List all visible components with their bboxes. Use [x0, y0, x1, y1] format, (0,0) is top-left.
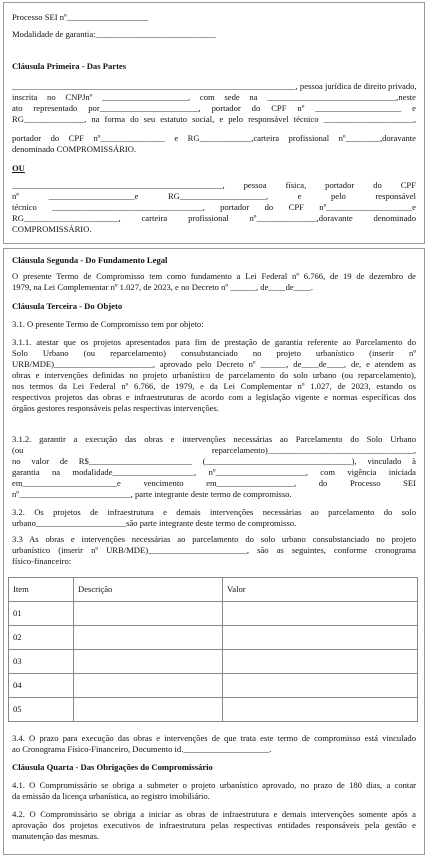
clause-2-paragraph	[12, 271, 416, 293]
paragraph-line: denominado COMPROMISSÁRIO.	[12, 144, 137, 154]
paragraph-line: nos termos da Lei Federal nº 6.766, de 1979, e da Lei Complementar nº 1.027, de 2023, estando os	[12, 381, 416, 391]
clause-4-title: Cláusula Quarta - Das Obrigações do Compromissário	[12, 762, 213, 772]
paragraph-line: urbano_____________________são parte integrante deste termo de compromisso.	[12, 518, 297, 528]
paragraph-line: 3.1.2. garantir a execução das obras e intervenções necessárias ao Parcelamento do Solo Urbano	[12, 434, 416, 444]
paragraph-line: obras e intervenções definidas no projeto urbanístico de parcelamento do solo urbano (ou reparcelamento),	[12, 370, 416, 380]
paragraph-line: nº ____________________e RG____________________, e pelo responsável	[12, 191, 416, 201]
item-3-4	[12, 733, 416, 755]
clause-1-title: Cláusula Primeira - Das Partes	[12, 61, 127, 71]
item-3-1-1	[12, 337, 416, 414]
paragraph-line: no valor de R$________________________ (__________________________________), vinculado à	[12, 456, 416, 466]
header-descricao: Descrição	[74, 578, 223, 602]
paragraph-line: manutenção das mesmas.	[12, 831, 100, 841]
paragraph-line: O presente Termo de Compromisso tem como fundamento a Lei Federal nº 6.766, de 19 de dezembro de	[12, 271, 416, 281]
row-descricao-cell	[74, 626, 223, 650]
row-item: 01	[9, 602, 74, 626]
row-descricao-cell	[74, 698, 223, 722]
table-row	[9, 674, 418, 698]
clause-1-natural-person-paragraph	[12, 180, 416, 235]
paragraph-line: 4.1. O Compromissário se obriga a submeter o projeto urbanístico aprovado, no prazo de 180 dias, a contar	[12, 780, 416, 790]
row-valor-cell	[223, 626, 418, 650]
row-valor-cell	[223, 650, 418, 674]
row-descricao-cell	[74, 674, 223, 698]
table-row	[9, 650, 418, 674]
row-descricao-cell	[74, 650, 223, 674]
paragraph-line: inscrita no CNPJnº ____________________, com sede na ______________________________,neste	[12, 92, 416, 102]
physical-financial-schedule-table	[8, 577, 418, 722]
paragraph-line: _________________________________________________, pessoa física, portador do CPF	[12, 180, 416, 190]
paragraph-line: RG______________, na forma do seu estatuto social, e pelo responsável técnico _____________________,	[12, 114, 416, 124]
table-row	[9, 602, 418, 626]
paragraph-line: aprovação dos projetos executivos de infraestrutura pelas respectivas entidades responsáveis pela gestão e	[12, 820, 416, 830]
row-valor-cell	[223, 674, 418, 698]
table-row	[9, 698, 418, 722]
paragraph-line: respectivos projetos das obras e infraestruturas de acordo com a legislação vigente e normas específicas dos	[12, 392, 416, 402]
item-4-2	[12, 809, 416, 842]
row-descricao-cell	[74, 602, 223, 626]
row-valor-cell	[223, 602, 418, 626]
or-separator: OU	[12, 163, 25, 173]
paragraph-line: portador do CPF nº_______________ e RG____________,carteira profissional nº________,doravante	[12, 133, 416, 143]
paragraph-line: órgãos gestores responsáveis pelas respectivas intervenções.	[12, 403, 219, 413]
modalidade-garantia-line: Modalidade de garantia:____________________________	[12, 29, 216, 39]
paragraph-line: garantia na modalidade___________________, nº_____________________, com vigência iniciada	[12, 467, 416, 477]
terms-section	[3, 248, 425, 855]
processo-sei-line: Processo SEI nº___________________	[12, 12, 149, 22]
paragraph-line: RG______________________, carteira profissional nº______________,doravante denominado	[12, 213, 416, 223]
item-3-1: 3.1. O presente Termo de Compromisso tem por objeto:	[12, 319, 204, 329]
row-valor-cell	[223, 698, 418, 722]
paragraph-line: Solo Urbano (ou reparcelamento) consubstanciado no projeto urbanístico (inserir nº	[12, 348, 416, 358]
row-item: 05	[9, 698, 74, 722]
paragraph-line: ato representado por_______________________, portador do CPF nº ____________________ e	[12, 103, 416, 113]
paragraph-line: 4.2. O Compromissário se obriga a iniciar as obras de infraestrutura e demais intervenções somente após a	[12, 809, 416, 819]
row-item: 04	[9, 674, 74, 698]
parties-section	[3, 2, 425, 244]
item-3-3	[12, 534, 416, 567]
paragraph-line: físico-financeiro:	[12, 556, 72, 566]
paragraph-line: 3.3 As obras e intervenções necessárias ao parcelamento do solo urbano consubstanciado no projeto	[12, 534, 416, 544]
paragraph-line: ao Cronograma Físico-Financeiro, Documento id.____________________.	[12, 744, 272, 754]
paragraph-line: __________________________________________________________________, pessoa jurídica de direito privado,	[12, 81, 417, 91]
item-3-2	[12, 507, 416, 529]
paragraph-line: URB/MDE)_______________________, aprovado pelo Decreto nº ______, de____de____, de, e atendem as	[12, 359, 416, 369]
item-3-1-2	[12, 434, 416, 500]
paragraph-line: em______________________e vencimento em__________________, do Processo SEI	[12, 478, 416, 488]
paragraph-line: da emissão da licença urbanística, ao registro imobiliário.	[12, 791, 210, 801]
paragraph-line: 3.1.1. atestar que os projetos apresentados para fim de prestação de garantia referente ao Parcelamento do	[12, 337, 416, 347]
clause-2-title: Cláusula Segunda - Do Fundamento Legal	[12, 255, 168, 265]
row-item: 02	[9, 626, 74, 650]
paragraph-line: COMPROMISSÁRIO.	[12, 224, 92, 234]
paragraph-line: técnico ___________________________________, portador do CPF nº____________________e	[12, 202, 416, 212]
paragraph-line: nº__________________________, parte integrante deste termo de compromisso.	[12, 489, 292, 499]
row-item: 03	[9, 650, 74, 674]
header-item: Item	[9, 578, 74, 602]
clause-1-legal-entity-paragraph	[12, 81, 416, 155]
paragraph-line: 3.2. Os projetos de infraestrutura e demais intervenções necessárias ao parcelamento do solo	[12, 507, 416, 517]
paragraph-line: 3.4. O prazo para execução das obras e intervenções de que trata este termo de compromisso está vinculado	[12, 733, 416, 743]
clause-3-title: Cláusula Terceira - Do Objeto	[12, 301, 123, 311]
item-4-1	[12, 780, 416, 802]
header-valor: Valor	[223, 578, 418, 602]
paragraph-line: 1979, na Lei Complementar nº 1.027, de 2023, e no Decreto nº ______, de____de____.	[12, 282, 314, 292]
table-row	[9, 626, 418, 650]
table-header-row	[9, 578, 418, 602]
paragraph-line: (ou reparcelamento)__________________________________,	[12, 445, 416, 455]
paragraph-line: urbanístico (inserir nº URB/MDE)_______________________, são as seguintes, conforme cronograma	[12, 545, 416, 555]
